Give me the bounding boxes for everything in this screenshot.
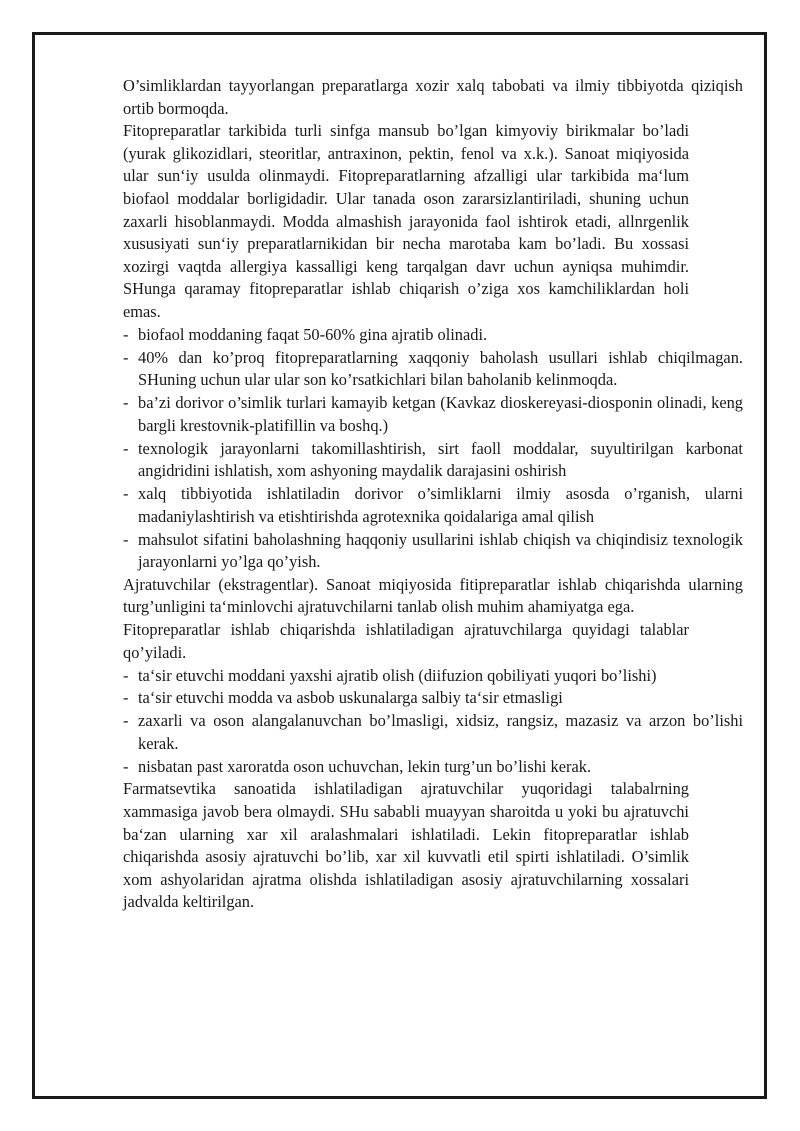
list-dash: -: [123, 688, 129, 708]
list-dash: -: [123, 347, 129, 367]
list-item: [123, 756, 743, 779]
paragraph-final: Farmatsevtika sanoatida ishlatiladigan ajratuvchilar yuqoridagi talabalrning xammasiga javob bera olmaydi. SHu sababli muayyan sharoitda u yoki bu ajratuvchi ba‘zan ularning xar xil aralashmalari ishlatiladi. Lekin fitopreparatlar ishlab chiqarishda asosiy ajratuvchi bo’lib, xar xil kuvvatli etil spirti ishlatiladi. O’simlik xom ashyolaridan ajratma olishda ishlatiladigan asosiy ajratuvchilarning xossalari jadvalda keltirilgan.: [123, 779, 689, 912]
list-item: [123, 392, 743, 437]
list-item-text: nisbatan past xaroratda oson uchuvchan, lekin turg’un bo’lishi kerak.: [138, 756, 592, 776]
shortcomings-list: [123, 324, 743, 574]
list-item: [123, 483, 743, 528]
list-item: [123, 438, 743, 483]
list-item-text: ba’zi dorivor o’simlik turlari kamayib ketgan (Kavkaz dioskereyasi-diosponin olinadi, keng bargli krestovnik-platifillin va boshq.): [138, 393, 743, 435]
list-item: [123, 529, 743, 574]
list-dash: -: [123, 484, 129, 504]
list-dash: -: [123, 529, 129, 549]
list-item: [123, 324, 743, 347]
list-item-text: 40% dan ko’proq fitopreparatlarning xaqqoniy baholash usullari ishlab chiqilmagan. SHuning uchun ular ular son ko’rsatkichlari bilan baholanib kelinmoqda.: [138, 347, 743, 390]
list-item-text: mahsulot sifatini baholashning haqqoniy usullarini ishlab chiqish va chiqindisiz texnologik jarayonlarni yo’lga qo’yish.: [138, 529, 743, 572]
paragraph-talablar: Fitopreparatlar ishlab chiqarishda ishlatiladigan ajratuvchilarga quyidagi talablar qo’yiladi.: [123, 620, 689, 662]
list-dash: -: [123, 393, 129, 413]
list-dash: -: [123, 756, 129, 776]
list-item: [123, 347, 743, 392]
list-dash: -: [123, 711, 129, 731]
paragraph-intro: O’simliklardan tayyorlangan preparatlarga xozir xalq tabobati va ilmiy tibbiyotda qiziqish ortib bormoqda.: [123, 76, 743, 118]
list-item-text: ta‘sir etuvchi moddani yaxshi ajratib olish (diifuzion qobiliyati yuqori bo’lishi): [138, 665, 657, 685]
list-item-text: ta‘sir etuvchi modda va asbob uskunalarga salbiy ta‘sir etmasligi: [138, 688, 563, 708]
list-item-text: texnologik jarayonlarni takomillashtirish, sirt faoll moddalar, suyultirilgan karbonat angidridini ishlatish, xom ashyoning maydalik darajasini oshirish: [138, 438, 743, 481]
paragraph-ajratuvchilar: Ajratuvchilar (ekstragentlar). Sanoat miqiyosida fitipreparatlar ishlab chiqarishda ularning turg’unligini ta‘minlovchi ajratuvchilarni tanlab olish muhim ahamiyatga ega.: [123, 574, 743, 617]
requirements-list: [123, 665, 743, 779]
list-dash: -: [123, 665, 129, 685]
list-item-text: zaxarli va oson alangalanuvchan bo’lmasligi, xidsiz, rangsiz, mazasiz va arzon bo’lishi kerak.: [138, 711, 743, 753]
list-item: [123, 710, 743, 755]
list-dash: -: [123, 324, 129, 344]
list-item-text: biofaol moddaning faqat 50-60% gina ajratib olinadi.: [138, 324, 488, 344]
list-item: [123, 665, 743, 688]
list-dash: -: [123, 438, 129, 458]
document-body: [123, 75, 743, 914]
paragraph-fitopreparatlar: Fitopreparatlar tarkibida turli sinfga mansub bo’lgan kimyoviy birikmalar bo’ladi (yurak glikozidlari, steoritlar, antraxinon, pektin, fenol va x.k.). Sanoat miqiyosida ular sun‘iy usulda olinmaydi. Fitopreparatlarning afzalligi ular tarkibida ma‘lum biofaol moddalar borligidadir. Ular tanada oson zararsizlantiriladi, shuning uchun zaxarli hisoblanmaydi. Modda almashish jarayonida faol ishtirok etadi, allnrgenlik xususiyati sun‘iy preparatlarnikidan bir necha marotaba kam bo’ladi. Bu xossasi xozirgi vaqtda allergiya kassalligi keng tarqalgan davr uchun ayniqsa muhimdir. SHunga qaramay fitopreparatlar ishlab chiqarish o’ziga xos kamchiliklardan holi emas.: [123, 121, 689, 321]
list-item: [123, 687, 743, 710]
list-item-text: xalq tibbiyotida ishlatiladin dorivor o’simliklarni ilmiy asosda o’rganish, ularni madaniylashtirish va etishtirishda agrotexnika qoidalariga amal qilish: [138, 484, 743, 526]
